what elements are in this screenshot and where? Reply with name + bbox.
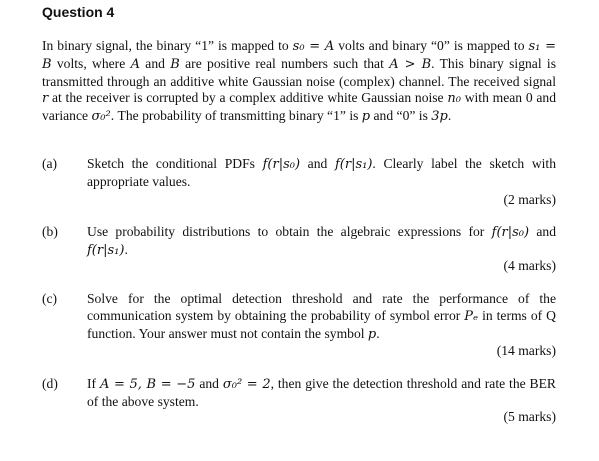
math-pe: Pₑ bbox=[464, 308, 479, 324]
math-pdf-s1: f(r|s₁) bbox=[87, 242, 125, 258]
part-text-run: If bbox=[87, 376, 100, 391]
intro-text: and “0” is bbox=[370, 108, 432, 124]
math-variance: σ₀² bbox=[91, 109, 111, 125]
intro-text: . This binary signal is transmitted through an additive white Gaussian noise (complex) channel. The received signal bbox=[42, 55, 557, 89]
part-text-run: and bbox=[300, 156, 335, 171]
part-text-run: Sketch the conditional PDFs bbox=[87, 156, 263, 171]
math-variance-value: σ₀² = 2 bbox=[222, 377, 271, 392]
part-label: (a) bbox=[42, 156, 58, 171]
question-intro bbox=[42, 38, 556, 126]
part-text-run: . bbox=[376, 325, 380, 341]
part-text-run: and bbox=[195, 376, 223, 391]
part-label: (b) bbox=[42, 224, 58, 239]
part-text bbox=[87, 156, 556, 191]
math-3p: 3p bbox=[431, 109, 448, 125]
math-b: B bbox=[170, 56, 180, 72]
part-marks: (2 marks) bbox=[503, 192, 556, 207]
math-p: p bbox=[367, 326, 377, 342]
intro-text: . The probability of transmitting binary “1” is bbox=[110, 108, 362, 124]
part-text-run: Solve for the optimal detection threshold and rate the performance of the communication system by obtaining the probability of symbol error bbox=[87, 291, 556, 323]
intro-text: at the receiver is corrupted by a complex additive white Gaussian noise bbox=[48, 90, 448, 106]
math-pdf-s0: f(r|s₀) bbox=[262, 157, 301, 172]
math-a: A bbox=[130, 56, 140, 72]
part-text bbox=[87, 224, 556, 260]
part-text-run: in terms of Q function. Your answer must not contain the symbol bbox=[87, 307, 556, 341]
math-pdf-s0: f(r|s₀) bbox=[491, 225, 530, 240]
part-text-run: Use probability distributions to obtain the algebraic expressions for bbox=[87, 224, 492, 239]
math-a-gt-b: A > B bbox=[389, 56, 432, 72]
intro-text: . bbox=[447, 108, 452, 124]
part-text-run: and bbox=[529, 224, 556, 239]
intro-text: are positive real numbers such that bbox=[179, 55, 390, 71]
part-text-run: , then give the detection threshold and rate the BER of the above system. bbox=[87, 376, 556, 409]
part-text-run: . bbox=[124, 241, 128, 257]
math-n0: n₀ bbox=[447, 91, 461, 107]
part-marks: (4 marks) bbox=[503, 258, 556, 273]
part-text-run: . Clearly label the sketch with appropriate values. bbox=[87, 156, 556, 189]
math-s1: s₁ = B bbox=[42, 39, 556, 72]
question-title: Question 4 bbox=[42, 4, 115, 20]
math-r: r bbox=[42, 91, 49, 107]
intro-text: and bbox=[139, 55, 171, 71]
part-text bbox=[87, 376, 556, 411]
part-marks: (5 marks) bbox=[503, 409, 556, 424]
intro-text: with mean 0 and variance bbox=[42, 90, 556, 124]
part-marks: (14 marks) bbox=[496, 343, 556, 358]
part-text bbox=[87, 291, 556, 343]
math-p: p bbox=[361, 109, 371, 125]
part-label: (d) bbox=[42, 376, 58, 391]
math-a-b-values: A = 5, B = −5 bbox=[99, 377, 196, 392]
intro-text: In binary signal, the binary “1” is mapped to bbox=[42, 38, 293, 53]
part-label: (c) bbox=[42, 291, 58, 306]
intro-text: volts, where bbox=[51, 55, 131, 71]
math-pdf-s1: f(r|s₁) bbox=[334, 157, 373, 172]
intro-text: volts and binary “0” is mapped to bbox=[334, 38, 529, 53]
math-s0: s₀ = A bbox=[292, 39, 335, 54]
